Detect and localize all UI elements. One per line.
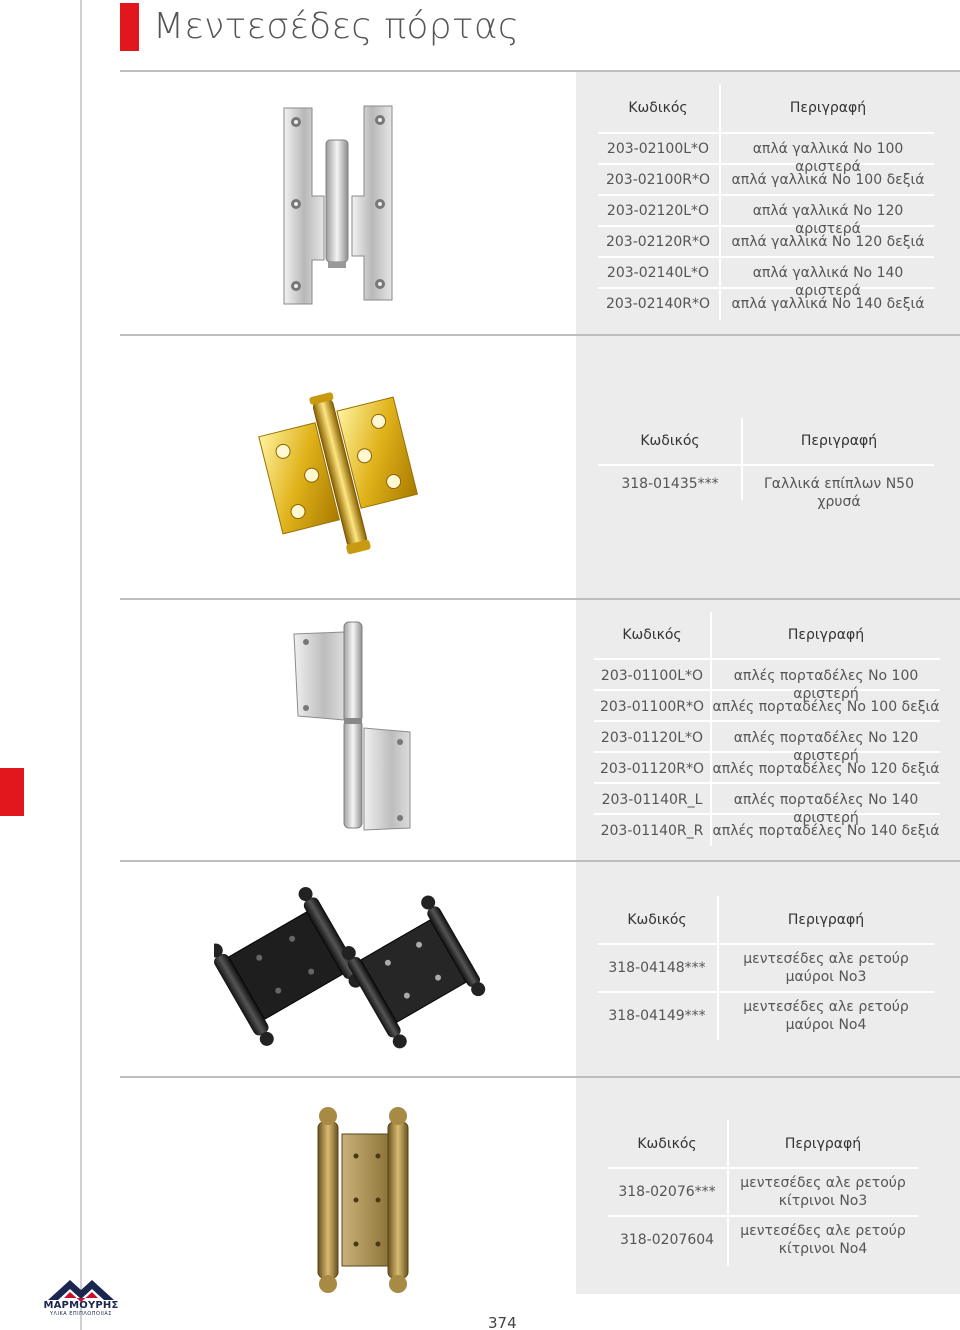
column-header-code: Κωδικός <box>628 100 688 116</box>
table-cell-description: απλά γαλλικά Νο 120 αριστερά <box>752 203 904 237</box>
table-cell-description-line2: κίτρινοι Νο4 <box>778 1241 868 1257</box>
row-divider <box>598 943 934 945</box>
hinge-image-double-action-yellow <box>308 1104 416 1294</box>
table-cell-code: 203-01140R_L <box>601 792 703 808</box>
product-panel-2 <box>576 336 960 598</box>
column-divider <box>727 1120 729 1266</box>
company-name: ΜΑΡΜΟΥΡΗΣ <box>43 1300 119 1311</box>
page-number: 374 <box>488 1314 517 1330</box>
table-cell-code: 203-02100L*O <box>606 141 710 157</box>
table-cell-description-line1: μεντεσέδες αλε ρετούρ <box>743 999 909 1015</box>
column-divider <box>717 896 719 1040</box>
company-subtitle: ΥΛΙΚΑ ΕΠΙΠΛΟΠΟΙΙΑΣ <box>50 1311 112 1317</box>
table-cell-code: 318-01435*** <box>621 476 719 492</box>
column-header-code: Κωδικός <box>640 433 700 449</box>
table-cell-description: απλές πορταδέλες Νο 120 αριστερή <box>733 730 919 764</box>
table-cell-code: 318-0207604 <box>619 1232 715 1248</box>
hinge-image-gold-furniture <box>256 388 426 558</box>
table-cell-description: απλά γαλλικά Νο 140 αριστερά <box>752 265 904 299</box>
table-cell-description: απλές πορταδέλες Νο 140 αριστερή <box>733 792 919 826</box>
table-cell-description: απλά γαλλικά Νο 140 δεξιά <box>731 296 925 312</box>
table-cell-code: 203-02140R*O <box>605 296 711 312</box>
table-cell-code: 203-02120L*O <box>606 203 710 219</box>
table-cell-description: απλά γαλλικά Νο 100 δεξιά <box>731 172 925 188</box>
title-accent-bar <box>120 3 139 51</box>
table-cell-code: 203-02120R*O <box>605 234 711 250</box>
left-margin-line <box>80 0 82 1330</box>
column-header-description: Περιγραφή <box>800 433 878 449</box>
row-divider <box>594 720 940 722</box>
table-cell-description: απλά γαλλικά Νο 100 αριστερά <box>752 141 904 175</box>
table-cell-code: 318-02076*** <box>618 1184 716 1200</box>
row-divider <box>598 464 934 466</box>
table-cell-code: 318-04148*** <box>608 960 706 976</box>
table-cell-description-line1: μεντεσέδες αλε ρετούρ <box>743 951 909 967</box>
table-cell-description: Γαλλικά επίπλων Ν50 χρυσά <box>764 476 914 510</box>
table-cell-description-line2: μαύροι Νο4 <box>785 1017 867 1033</box>
hinge-image-double-action-black <box>214 880 490 1060</box>
table-cell-code: 203-01100R*O <box>599 699 705 715</box>
hinge-image-french-silver <box>276 100 400 310</box>
page-title: Μεντεσέδες πόρτας <box>153 6 520 47</box>
table-cell-description: απλές πορταδέλες Νο 100 δεξιά <box>712 699 940 715</box>
row-divider <box>598 194 934 196</box>
table-cell-code: 203-01120R*O <box>599 761 705 777</box>
table-cell-description: απλές πορταδέλες Νο 100 αριστερή <box>733 668 919 702</box>
chapter-tab-marker <box>0 768 24 816</box>
column-header-description: Περιγραφή <box>789 100 867 116</box>
column-header-code: Κωδικός <box>622 627 682 643</box>
table-cell-code: 318-04149*** <box>608 1008 706 1024</box>
table-cell-description-line1: μεντεσέδες αλε ρετούρ <box>740 1175 906 1191</box>
row-divider <box>598 991 934 993</box>
table-cell-description: απλές πορταδέλες Νο 120 δεξιά <box>712 761 940 777</box>
table-cell-code: 203-02100R*O <box>605 172 711 188</box>
column-divider <box>719 84 721 320</box>
row-divider <box>608 1215 918 1217</box>
column-header-description: Περιγραφή <box>787 912 865 928</box>
row-divider <box>594 782 940 784</box>
column-header-description: Περιγραφή <box>787 627 865 643</box>
row-divider <box>594 658 940 660</box>
row-divider <box>598 132 934 134</box>
row-divider <box>598 256 934 258</box>
table-cell-code: 203-01100L*O <box>600 668 704 684</box>
column-header-description: Περιγραφή <box>784 1136 862 1152</box>
table-cell-code: 203-01140R_R <box>600 823 704 839</box>
row-divider <box>608 1167 918 1169</box>
column-header-code: Κωδικός <box>627 912 687 928</box>
table-cell-description-line2: μαύροι Νο3 <box>785 969 867 985</box>
table-cell-code: 203-02140L*O <box>606 265 710 281</box>
table-cell-code: 203-01120L*O <box>600 730 704 746</box>
table-cell-description: απλές πορταδέλες Νο 140 δεξιά <box>712 823 940 839</box>
column-header-code: Κωδικός <box>637 1136 697 1152</box>
hinge-image-lift-off-silver <box>290 620 414 834</box>
table-cell-description-line1: μεντεσέδες αλε ρετούρ <box>740 1223 906 1239</box>
table-cell-description: απλά γαλλικά Νο 120 δεξιά <box>731 234 925 250</box>
table-cell-description-line2: κίτρινοι Νο3 <box>778 1193 868 1209</box>
